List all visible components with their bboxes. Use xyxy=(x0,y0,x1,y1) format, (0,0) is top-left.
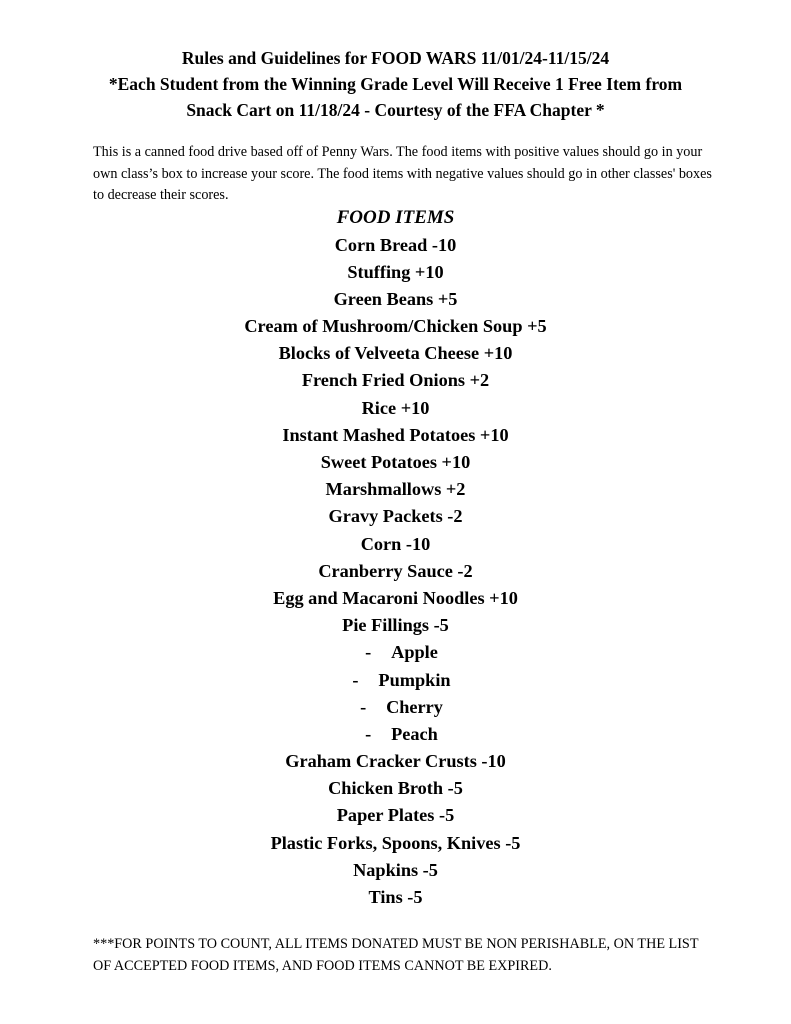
pie-filling-item xyxy=(0,667,791,694)
food-items-heading: FOOD ITEMS xyxy=(336,207,455,228)
pie-filling-item xyxy=(0,694,791,721)
food-item: Paper Plates -5 xyxy=(336,805,455,826)
title-line-3: Snack Cart on 11/18/24 - Courtesy of the FFA Chapter * xyxy=(186,100,605,120)
pie-filling-label: Peach xyxy=(391,723,438,744)
food-item: Tins -5 xyxy=(368,887,423,907)
title-line-1: Rules and Guidelines for FOOD WARS 11/01/24-11/15/24 xyxy=(181,48,610,68)
food-item: Corn Bread -10 xyxy=(334,234,457,255)
pie-filling-item xyxy=(0,639,791,666)
footer-note: ***FOR POINTS TO COUNT, ALL ITEMS DONATED MUST BE NON PERISHABLE, ON THE LIST OF ACCEPTED FOOD ITEMS, AND FOOD ITEMS CANNOT BE EXPIRED. xyxy=(93,936,699,974)
bullet-dash: - xyxy=(365,723,372,744)
bullet-dash: - xyxy=(365,642,372,663)
pie-filling-item xyxy=(0,721,791,748)
food-item: Corn -10 xyxy=(360,533,431,554)
title-line-2: *Each Student from the Winning Grade Level Will Receive 1 Free Item from xyxy=(108,74,683,94)
food-item: French Fried Onions +2 xyxy=(301,370,490,391)
pie-filling-label: Cherry xyxy=(386,696,443,717)
bullet-dash: - xyxy=(360,696,367,717)
food-item: Graham Cracker Crusts -10 xyxy=(285,751,506,772)
food-items-list xyxy=(0,232,791,912)
food-item: Marshmallows +2 xyxy=(325,479,466,500)
food-item: Instant Mashed Potatoes +10 xyxy=(282,424,509,445)
food-item: Cranberry Sauce -2 xyxy=(318,560,473,581)
food-item: Rice +10 xyxy=(361,397,430,418)
food-item: Egg and Macaroni Noodles +10 xyxy=(273,587,518,608)
food-item: Plastic Forks, Spoons, Knives -5 xyxy=(270,832,521,853)
food-item: Napkins -5 xyxy=(353,859,438,880)
food-item: Cream of Mushroom/Chicken Soup +5 xyxy=(244,316,547,337)
food-item: Blocks of Velveeta Cheese +10 xyxy=(278,343,513,364)
food-item: Stuffing +10 xyxy=(347,261,444,282)
food-item: Green Beans +5 xyxy=(333,288,458,309)
food-item: Sweet Potatoes +10 xyxy=(320,452,471,472)
bullet-dash: - xyxy=(352,669,359,690)
food-item: Chicken Broth -5 xyxy=(328,778,463,799)
pie-filling-label: Pumpkin xyxy=(378,669,451,690)
food-item: Gravy Packets -2 xyxy=(328,506,463,527)
food-item: Pie Fillings -5 xyxy=(342,615,449,636)
pie-filling-label: Apple xyxy=(391,642,438,663)
intro-paragraph: This is a canned food drive based off of Penny Wars. The food items with positive values should go in your own class’s box to increase your score. The food items with negative values should go in other classes' boxes to decrease their scores. xyxy=(93,144,712,203)
